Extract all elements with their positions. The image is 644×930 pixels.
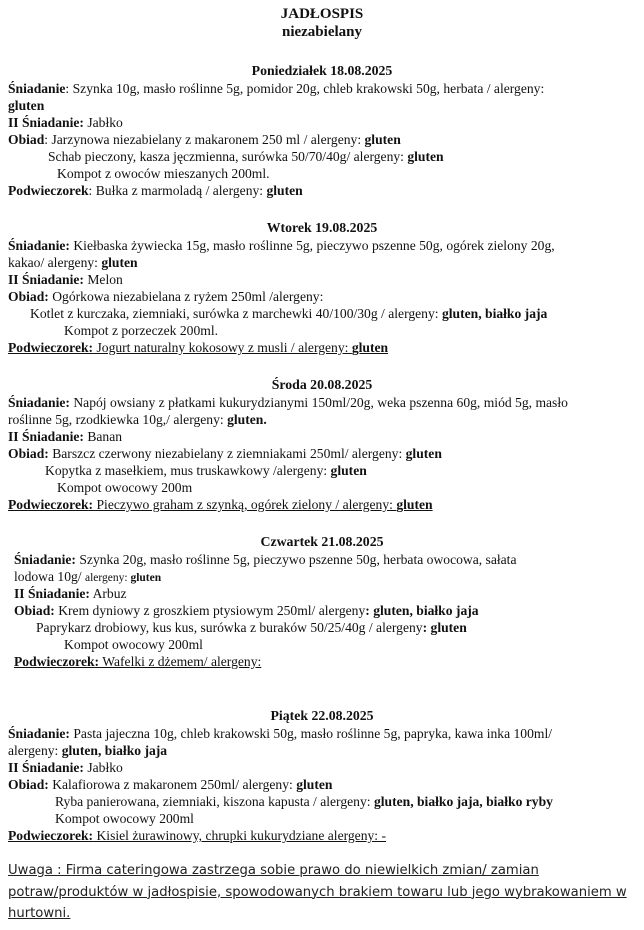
monday-lunch-main: Schab pieczony, kasza jęczmienna, surówka 50/70/40g/ alergeny: gluten — [48, 149, 444, 164]
monday-second-breakfast: II Śniadanie: Jabłko — [8, 115, 123, 130]
thursday-breakfast: Śniadanie: Szynka 20g, masło roślinne 5g, pieczywo pszenne 50g, herbata owocowa, sałata — [14, 552, 517, 567]
thursday-lunch-main: Paprykarz drobiowy, kus kus, surówka z buraków 50/25/40g / alergeny: gluten — [36, 620, 467, 635]
tuesday-snack: Podwieczorek: Jogurt naturalny kokosowy z musli / alergeny: gluten — [8, 340, 389, 355]
friday-lunch-drink: Kompot owocowy 200ml — [55, 811, 194, 826]
wednesday-snack: Podwieczorek: Pieczywo graham z szynką, ogórek zielony / alergeny: gluten — [8, 497, 433, 512]
tuesday-second-breakfast: II Śniadanie: Melon — [8, 272, 123, 287]
wednesday-second-breakfast: II Śniadanie: Banan — [8, 429, 123, 444]
disclaimer-note: Uwaga : Firma cateringowa zastrzega sobie prawo do niewielkich zmian/ zamian potraw/produktów w jadłospisie, spowodowanych brakiem towaru lub jego wybrakowaniem w hurtowni. — [8, 863, 627, 921]
thursday-second-breakfast: II Śniadanie: Arbuz — [14, 586, 127, 601]
friday-second-breakfast: II Śniadanie: Jabłko — [8, 760, 123, 775]
page-title: JADŁOSPIS — [280, 6, 364, 22]
friday-breakfast-cont: alergeny: gluten, białko jaja — [8, 743, 168, 758]
tuesday-breakfast-cont: kakao/ alergeny: gluten — [8, 255, 138, 270]
tuesday-breakfast: Śniadanie: Kiełbaska żywiecka 15g, masło roślinne 5g, pieczywo pszenne 50g, ogórek zielony 20g, — [8, 238, 555, 253]
page-subtitle: niezabielany — [281, 24, 362, 40]
day-heading-wednesday: Środa 20.08.2025 — [271, 377, 373, 392]
thursday-snack: Podwieczorek: Wafelki z dżemem/ alergeny: — [14, 654, 262, 669]
friday-lunch-main: Ryba panierowana, ziemniaki, kiszona kapusta / alergeny: gluten, białko jaja, białko ryby — [55, 794, 553, 809]
friday-lunch-soup: Obiad: Kalafiorowa z makaronem 250ml/ alergeny: gluten — [8, 777, 333, 792]
tuesday-lunch-soup: Obiad: Ogórkowa niezabielana z ryżem 250ml /alergeny: — [8, 289, 324, 304]
tuesday-lunch-main: Kotlet z kurczaka, ziemniaki, surówka z marchewki 40/100/30g / alergeny: gluten, białko jaja — [30, 306, 548, 321]
monday-breakfast-allergens: gluten — [8, 98, 45, 113]
friday-breakfast: Śniadanie: Pasta jajeczna 10g, chleb krakowski 50g, masło roślinne 5g, papryka, kawa inka 100ml/ — [8, 726, 553, 741]
wednesday-breakfast-cont: roślinne 5g, rzodkiewka 10g,/ alergeny: gluten. — [8, 412, 267, 427]
day-heading-thursday: Czwartek 21.08.2025 — [260, 534, 384, 549]
friday-snack: Podwieczorek: Kisiel żurawinowy, chrupki kukurydziane alergeny: - — [8, 828, 387, 843]
wednesday-breakfast: Śniadanie: Napój owsiany z płatkami kukurydzianymi 150ml/20g, weka pszenna 60g, miód 5g, masło — [8, 395, 568, 410]
monday-lunch-soup: Obiad: Jarzynowa niezabielany z makaronem 250 ml / alergeny: gluten — [8, 132, 401, 147]
wednesday-lunch-main: Kopytka z masełkiem, mus truskawkowy /alergeny: gluten — [45, 463, 367, 478]
day-heading-friday: Piątek 22.08.2025 — [270, 708, 374, 723]
wednesday-lunch-soup: Obiad: Barszcz czerwony niezabielany z ziemniakami 250ml/ alergeny: gluten — [8, 446, 442, 461]
thursday-lunch-drink: Kompot owocowy 200ml — [64, 637, 203, 652]
thursday-lunch-soup: Obiad: Krem dyniowy z groszkiem ptysiowym 250ml/ alergeny: gluten, białko jaja — [14, 603, 479, 618]
thursday-breakfast-cont: lodowa 10g/ alergeny: gluten — [14, 569, 162, 584]
monday-snack: Podwieczorek: Bułka z marmoladą / alergeny: gluten — [8, 183, 303, 198]
day-heading-monday: Poniedziałek 18.08.2025 — [251, 63, 393, 78]
wednesday-lunch-drink: Kompot owocowy 200m — [57, 480, 193, 495]
tuesday-lunch-drink: Kompot z porzeczek 200ml. — [64, 323, 219, 338]
monday-lunch-drink: Kompot z owoców mieszanych 200ml. — [57, 166, 270, 181]
day-heading-tuesday: Wtorek 19.08.2025 — [266, 220, 378, 235]
monday-breakfast: Śniadanie: Szynka 10g, masło roślinne 5g, pomidor 20g, chleb krakowski 50g, herbata / alergeny: — [8, 81, 545, 96]
